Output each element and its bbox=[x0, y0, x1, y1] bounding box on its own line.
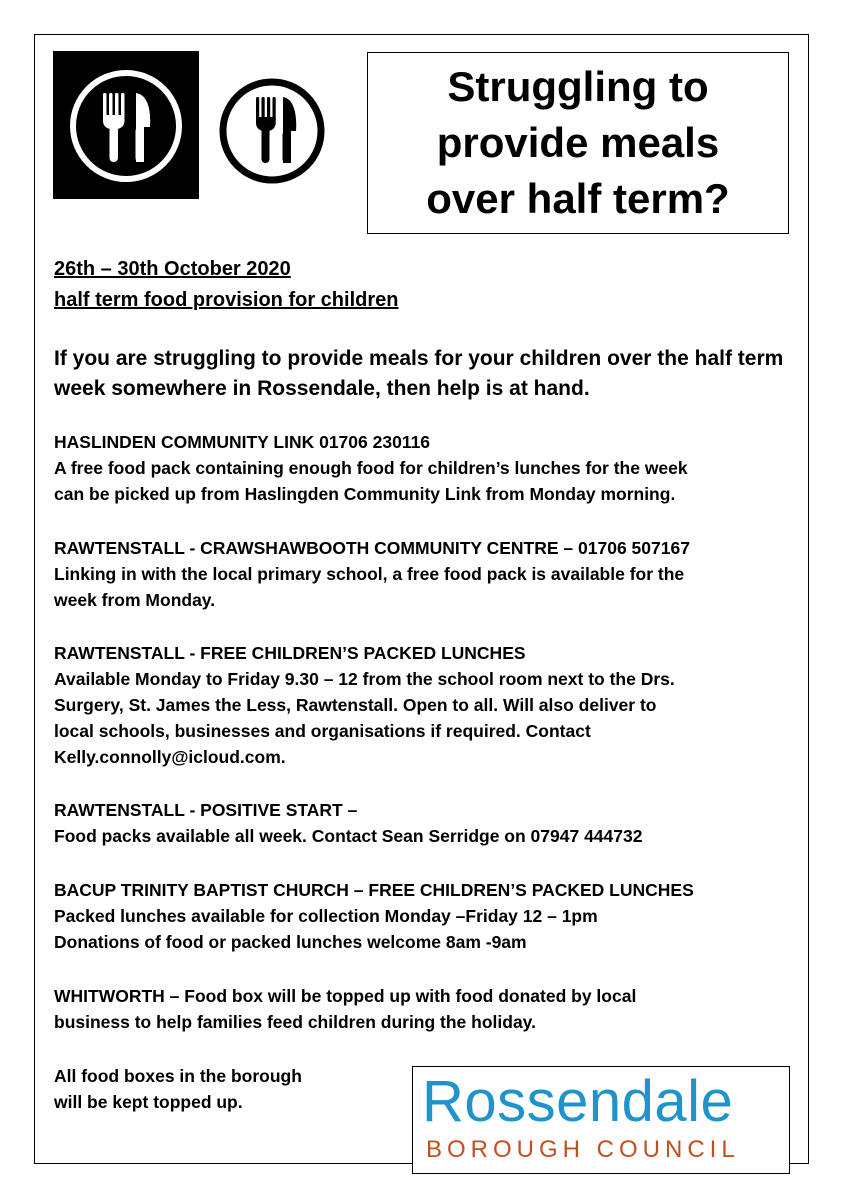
section-heading: RAWTENSTALL - FREE CHILDREN’S PACKED LUNCHES bbox=[54, 643, 526, 663]
date-range: 26th – 30th October 2020 bbox=[54, 258, 291, 280]
section-line: can be picked up from Haslingden Community Link from Monday morning. bbox=[54, 484, 676, 504]
closing-line: All food boxes in the borough bbox=[54, 1066, 302, 1086]
section-heading: HASLINDEN COMMUNITY LINK 01706 230116 bbox=[54, 432, 431, 452]
section-heading: BACUP TRINITY BAPTIST CHURCH – FREE CHILDREN’S PACKED LUNCHES bbox=[54, 880, 694, 900]
section-line: business to help families feed children during the holiday. bbox=[54, 1012, 536, 1032]
page-title bbox=[426, 59, 729, 227]
logo-subtitle: BOROUGH COUNCIL bbox=[426, 1136, 740, 1163]
section-line: Packed lunches available for collection Monday –Friday 12 – 1pm bbox=[54, 906, 598, 926]
council-logo bbox=[412, 1066, 790, 1174]
subtitle: half term food provision for children bbox=[54, 289, 399, 311]
section-line: Surgery, St. James the Less, Rawtenstall. Open to all. Will also deliver to bbox=[54, 695, 657, 715]
section-line: local schools, businesses and organisations if required. Contact bbox=[54, 721, 591, 741]
section-heading: RAWTENSTALL - CRAWSHAWBOOTH COMMUNITY CENTRE – 01706 507167 bbox=[54, 538, 690, 558]
section-bacup bbox=[54, 877, 804, 955]
section-line: Food packs available all week. Contact Sean Serridge on 07947 444732 bbox=[54, 826, 643, 846]
section-line: Available Monday to Friday 9.30 – 12 from the school room next to the Drs. bbox=[54, 669, 675, 689]
closing-line: will be kept topped up. bbox=[54, 1092, 243, 1112]
section-line: Donations of food or packed lunches welcome 8am -9am bbox=[54, 932, 527, 952]
title-line: Struggling to bbox=[447, 63, 709, 110]
section-crawshawbooth bbox=[54, 535, 804, 613]
section-packed-lunches bbox=[54, 640, 804, 770]
section-positive-start bbox=[54, 797, 804, 849]
section-heading: RAWTENSTALL - POSITIVE START – bbox=[54, 800, 358, 820]
logo-name: Rossendale bbox=[422, 1069, 734, 1134]
section-whitworth bbox=[54, 983, 804, 1035]
section-line: Kelly.connolly@icloud.com. bbox=[54, 747, 286, 767]
section-line: WHITWORTH – Food box will be topped up with food donated by local bbox=[54, 986, 637, 1006]
intro-paragraph: If you are struggling to provide meals for your children over the half term week somewhere in Rossendale, then help is at hand. bbox=[54, 347, 784, 400]
section-line: A free food pack containing enough food for children’s lunches for the week bbox=[54, 458, 688, 478]
section-line: week from Monday. bbox=[54, 590, 216, 610]
cutlery-circle-outline-icon bbox=[218, 77, 326, 185]
cutlery-circle-icon bbox=[53, 51, 199, 199]
section-line: Linking in with the local primary school, a free food pack is available for the bbox=[54, 564, 685, 584]
closing-note bbox=[54, 1063, 374, 1115]
section-haslingden bbox=[54, 429, 804, 507]
title-line: over half term? bbox=[426, 175, 730, 222]
headline-box bbox=[367, 52, 789, 234]
title-line: provide meals bbox=[436, 119, 720, 166]
